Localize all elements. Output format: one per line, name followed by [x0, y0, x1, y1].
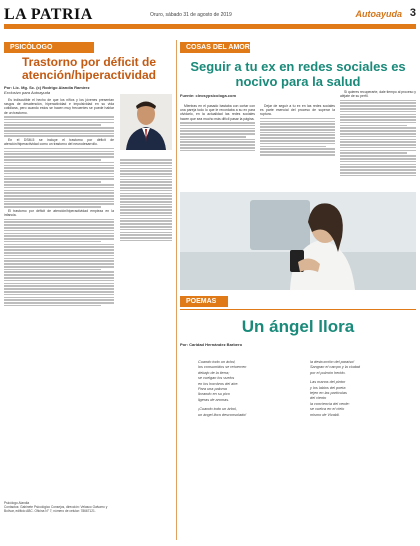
contact-caption: [4, 502, 114, 540]
paragraph: Si quieres recuperarte, dale tiempo al proceso y aléjate de su perfil.: [340, 90, 416, 99]
section-rule: [180, 309, 416, 310]
poem-line: mismo de Vivaldi.: [310, 412, 340, 417]
caption-photo: Psicólogo Alandia: [4, 501, 30, 505]
amor-article: [180, 42, 416, 290]
amor-col-1: [180, 104, 255, 204]
poem-line: Las manos del pintor: [310, 380, 346, 385]
poem-line: Sangran el campo y la ciudad: [310, 365, 361, 370]
poem-line: se cuelgan los vuelos: [198, 376, 235, 381]
masthead: [0, 0, 420, 30]
author-photo: [120, 94, 172, 150]
poem-title: Un ángel llora: [241, 317, 355, 336]
poem-line: la destrucción del paraíso!: [310, 360, 355, 364]
poem-line: por el pulmón herido.: [310, 370, 346, 375]
source-line: Fuente: cleosypsicologa.com: [180, 93, 237, 98]
author-byline: Por: Lic. Mg. Sc. (c) Rodrigo Alandia Ramírez: [4, 85, 90, 90]
article-body-left: [4, 98, 114, 538]
amor-col-2: [260, 104, 335, 204]
newspaper-title: LA PATRIA: [4, 6, 93, 23]
poemas-article: [180, 296, 416, 542]
paragraph: Es indiscutible el hecho de que los niños y los jóvenes presentan rasgos de desatención, hiperactividad e impulsividad en su vida cotidiana, pero cuando estos se hacen muy frecuentes se puede hablar de un trastorno.: [4, 98, 114, 115]
poem-line: un ángel llora desconsolado!: [198, 412, 247, 417]
paragraph: Mientras en el pasado bastaba con cortar con una pareja todo lo que le recordaba a su ex para olvidarlo, en la actualidad las redes sociales hacen que sea mucho más difícil pasar la página.: [180, 104, 255, 121]
psicologo-article: [4, 42, 174, 542]
poem-line: debajo de la tierra;: [198, 370, 230, 375]
section-tab-amor: COSAS DEL AMOR: [180, 42, 250, 53]
article-body-right: [120, 158, 172, 408]
poem-line: Cuando todo un árbol,: [198, 360, 236, 364]
section-tab-poemas: POEMAS: [180, 296, 228, 307]
poem-line: los consumidos se retuercen: [198, 365, 247, 370]
poem-line: se vuelca en el cielo: [310, 407, 345, 412]
poem-line: ¡Cuando todo un árbol,: [198, 407, 237, 412]
section-tab-psicologo: PSICÓLOGO: [4, 42, 94, 53]
section-name: Autoayuda: [355, 9, 402, 19]
issue-date: Oruro, sábado 31 de agosto de 2019: [150, 12, 232, 18]
paragraph: En el DSM-5 se incluye el trastorno por déficit de atención/hiperactividad como un trastorno del neurodesarrollo.: [4, 138, 114, 147]
masthead-rule: [4, 24, 416, 29]
poem-line: y los labios del poeta: [310, 385, 346, 390]
poem-author: Por: Caridad Hernández Barbero: [180, 342, 243, 347]
article-headline: Seguir a tu ex en redes sociales es nocivo para la salud: [190, 59, 406, 89]
page-number: 3: [409, 7, 416, 19]
poem-stanza-right: [310, 360, 414, 418]
poem-stanza-left: [198, 360, 298, 418]
caption-contact: Contactos: Gabinete Psicológico Consejos, dirección: Velasco Galvarro y Bolívar, edificio ABC. Oficina N° 7; número de celular: 78667121.: [4, 504, 108, 513]
paragraph: El trastorno por déficit de atención/hiperactividad empieza en la infancia.: [4, 209, 114, 218]
paragraph: Dejar de seguir a tu ex en las redes sociales es parte esencial del proceso de superar la ruptura.: [260, 104, 335, 117]
poem-line: ligeras de aromas.: [198, 397, 230, 402]
poem-line: llorando en su pico: [198, 392, 230, 397]
poem-line: la conciencia del verde:: [310, 401, 350, 406]
poem-line: del viento: [310, 396, 327, 401]
column-divider: [176, 40, 177, 540]
poem-line: tejen en las partículas: [310, 391, 347, 396]
exclusive-note: Exclusivo para Autoayuda: [4, 90, 51, 95]
poem-line: en los hombros del aire.: [198, 381, 239, 386]
article-photo: [180, 192, 416, 290]
poem-line: Para una paloma: [198, 387, 227, 392]
article-headline: Trastorno por déficit de atención/hiperactividad: [21, 55, 157, 82]
